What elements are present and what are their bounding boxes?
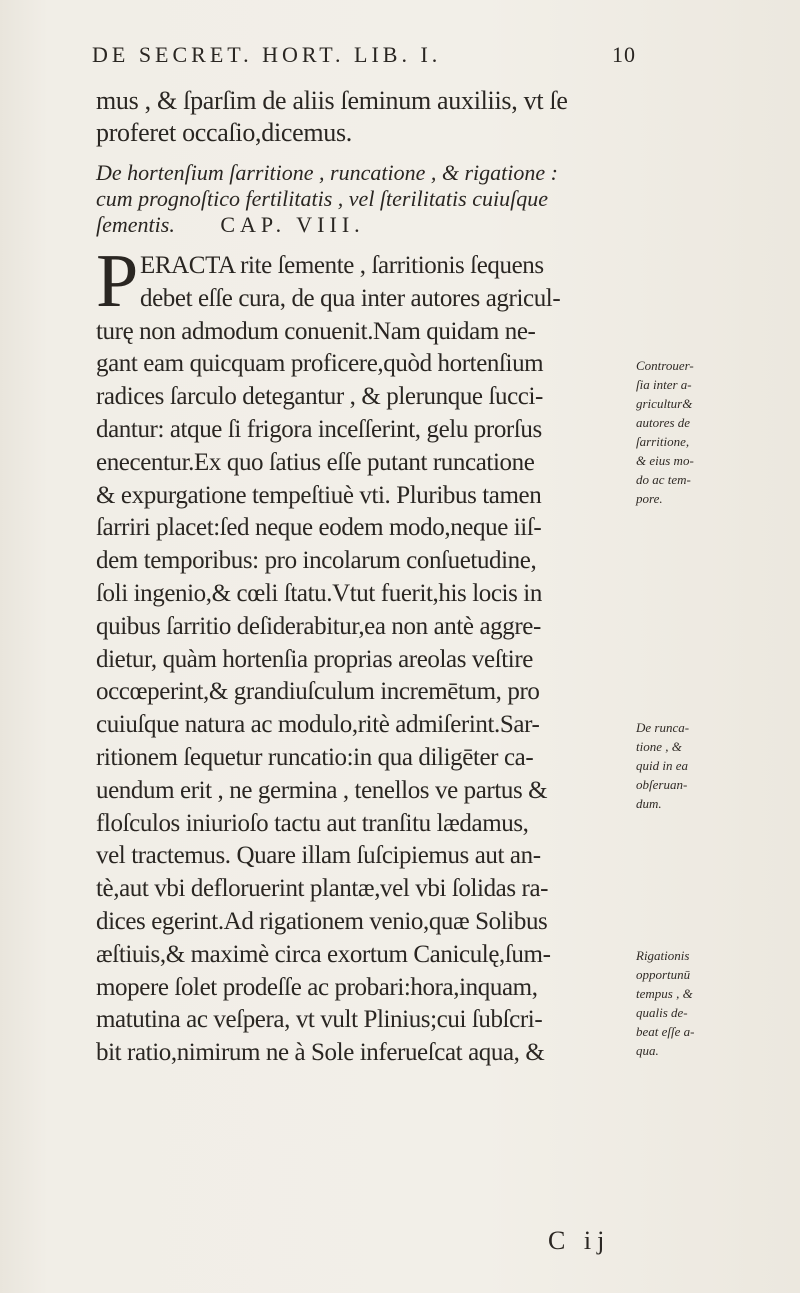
body-line: radices ſarculo detegantur , & plerunque ſucci-	[96, 383, 543, 411]
margin-note-line: De runca-	[636, 720, 690, 735]
margin-note-line: & eius mo-	[636, 453, 694, 468]
margin-note-line: tempus , &	[636, 986, 693, 1001]
chapter-heading-line-3	[96, 212, 676, 238]
margin-note-runcation	[636, 718, 796, 813]
margin-note-line: Rigationis	[636, 948, 690, 963]
drop-cap-initial: P	[96, 239, 139, 323]
body-line: dantur: atque ſi frigora inceſſerint, gelu prorſus	[96, 415, 542, 443]
chapter-heading-text: ſementis.	[96, 212, 175, 237]
body-line: floſculos iniurioſo tactu aut tranſitu lædamus,	[96, 809, 529, 837]
body-line: turę non admodum conuenit.Nam quidam ne-	[96, 317, 536, 345]
intro-line-1: mus , & ſparſim de aliis ſeminum auxiliis, vt ſe	[96, 86, 568, 115]
body-line: dietur, quàm hortenſia proprias areolas veſtire	[96, 645, 533, 673]
body-line: & expurgatione tempeſtiuè vti. Pluribus tamen	[96, 481, 542, 509]
margin-note-line: pore.	[636, 491, 663, 506]
running-header	[92, 42, 636, 68]
intro-line-2: proferet occaſio,dicemus.	[96, 118, 352, 147]
page-number: 10	[612, 42, 636, 67]
chapter-body	[96, 239, 626, 1070]
body-line: mopere ſolet prodeſſe ac probari:hora,inquam,	[96, 973, 538, 1001]
margin-note-line: ſia inter a-	[636, 377, 692, 392]
chapter-heading-line-2: cum prognoſtico fertilitatis , vel ſterilitatis cuiuſque	[96, 186, 548, 211]
body-line: dem temporibus: pro incolarum conſuetudine,	[96, 547, 537, 575]
body-line: ſarriri placet:ſed neque eodem modo,neque iiſ-	[96, 514, 542, 542]
margin-note-line: beat eſſe a-	[636, 1024, 695, 1039]
body-line: ſoli ingenio,& cœli ſtatu.Vtut fuerit,his locis in	[96, 579, 542, 607]
body-line: ritionem ſequetur runcatio:in qua diligēter ca-	[96, 743, 534, 771]
margin-note-line: opportunū	[636, 967, 691, 982]
body-line: cuiuſque natura ac modulo,ritè admiſerint.Sar-	[96, 711, 540, 739]
margin-note-line: quid in ea	[636, 758, 688, 773]
body-line: occœperint,& grandiuſculum incremētum, pro	[96, 678, 540, 706]
body-line: ERACTA rite ſemente , ſarritionis ſequens	[140, 252, 544, 279]
running-title: DE SECRET. HORT. LIB. I.	[92, 42, 442, 67]
margin-note-line: ſarritione,	[636, 434, 690, 449]
body-line: uendum erit , ne germina , tenellos ve partus &	[96, 776, 548, 804]
margin-note-line: dum.	[636, 796, 662, 811]
body-line: matutina ac veſpera, vt vult Plinius;cui ſubſcri-	[96, 1006, 543, 1034]
body-line: tè,aut vbi defloruerint plantæ,vel vbi ſolidas ra-	[96, 875, 549, 903]
chapter-number: CAP. VIII.	[220, 212, 365, 237]
margin-note-line: tione , &	[636, 739, 682, 754]
margin-note-line: autores de	[636, 415, 691, 430]
body-line: enecentur.Ex quo ſatius eſſe putant runcatione	[96, 448, 535, 476]
margin-note-controversy	[636, 356, 796, 508]
margin-note-line: qua.	[636, 1043, 659, 1058]
margin-note-irrigation	[636, 946, 796, 1060]
body-line: quibus ſarritio deſiderabitur,ea non antè aggre-	[96, 612, 541, 640]
margin-note-line: do ac tem-	[636, 472, 691, 487]
signature-mark: C ij	[548, 1226, 611, 1255]
body-line: gant eam quicquam proficere,quòd hortenſium	[96, 350, 544, 378]
body-line: vel tractemus. Quare illam ſuſcipiemus aut an-	[96, 842, 541, 870]
body-line: æſtiuis,& maximè circa exortum Caniculę,ſum-	[96, 940, 551, 968]
margin-note-line: obſeruan-	[636, 777, 688, 792]
margin-note-line: qualis de-	[636, 1005, 688, 1020]
chapter-heading-line-1: De hortenſium ſarritione , runcatione , & rigatione :	[96, 160, 558, 185]
body-line: bit ratio,nimirum ne à Sole inferueſcat aqua, &	[96, 1039, 545, 1067]
body-line: debet eſſe cura, de qua inter autores agricul-	[140, 284, 561, 312]
margin-note-line: gricultur&	[636, 396, 693, 411]
body-line: dices egerint.Ad rigationem venio,quæ Solibus	[96, 907, 548, 935]
margin-note-line: Controuer-	[636, 358, 694, 373]
